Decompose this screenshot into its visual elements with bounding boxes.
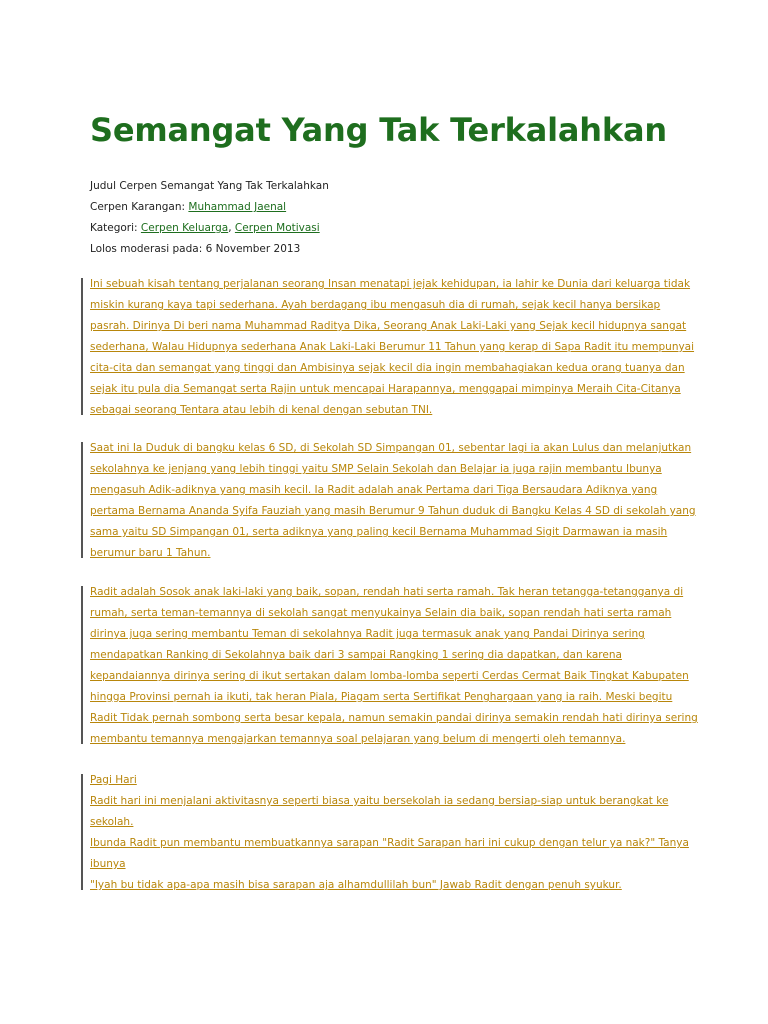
quote-paragraph-4 bbox=[90, 770, 689, 896]
paragraph-line: Saat ini Ia Duduk di bangku kelas 6 SD, di Sekolah SD Simpangan 01, sebentar lagi ia akan Lulus dan melanjutkan bbox=[90, 442, 692, 454]
paragraph-line: Ibunda Radit pun membantu membuatkannya sarapan "Radit Sarapan hari ini cukup dengan telur ya nak?" Tanya bbox=[90, 837, 689, 849]
paragraph-line: rumah, serta teman-temannya di sekolah sangat menyukainya Selain dia baik, sopan rendah hati serta ramah bbox=[90, 607, 672, 619]
paragraph-line: "Iyah bu tidak apa-apa masih bisa sarapan aja alhamdullilah bun" Jawab Radit dengan penuh syukur. bbox=[90, 879, 622, 891]
paragraph-line: sekolahnya ke jenjang yang lebih tinggi yaitu SMP Selain Sekolah dan Belajar ia juga rajin membantu Ibunya bbox=[90, 463, 662, 475]
paragraph-line: miskin kurang kaya tapi sederhana. Ayah berdagang ibu mengasuh dia di rumah, sejak kecil hanya bersikap bbox=[90, 299, 661, 311]
category-link-keluarga[interactable]: Cerpen Keluarga bbox=[140, 222, 229, 234]
quote-bar bbox=[81, 774, 83, 890]
paragraph-line: sederhana, Walau Hidupnya sederhana Anak Laki-Laki Berumur 11 Tahun yang kerap di Sapa Radit itu mempunyai bbox=[90, 341, 695, 353]
paragraph-line: Ini sebuah kisah tentang perjalanan seorang Insan menatapi jejak kehidupan, ia lahir ke Dunia dari keluarga tidak bbox=[90, 278, 691, 290]
paragraph-line: sebagai seorang Tentara atau lebih di kenal dengan sebutan TNI. bbox=[90, 404, 433, 416]
paragraph-line: sejak itu pula dia Semangat serta Rajin untuk mencapai Harapannya, menggapai mimpinya Meraih Cita-Citanya bbox=[90, 383, 681, 395]
paragraph-line: membantu temannya mengajarkan temannya soal pelajaran yang belum di mengerti oleh temannya. bbox=[90, 733, 626, 745]
quote-bar bbox=[81, 278, 83, 415]
paragraph-text[interactable] bbox=[90, 438, 696, 564]
paragraph-line: mengasuh Adik-adiknya yang masih kecil. Ia Radit adalah anak Pertama dari Tiga Bersaudara Adiknya yang bbox=[90, 484, 658, 496]
quote-paragraph-3 bbox=[90, 582, 698, 750]
quote-paragraph-1 bbox=[90, 274, 695, 421]
meta-kategori-separator: , bbox=[228, 222, 235, 234]
author-link[interactable]: Muhammad Jaenal bbox=[188, 201, 287, 213]
quote-paragraph-2 bbox=[90, 438, 696, 564]
paragraph-text[interactable] bbox=[90, 770, 689, 896]
paragraph-line: sama yaitu SD Simpangan 01, serta adiknya yang paling kecil Bernama Muhammad Sigit Darmawan ia masih bbox=[90, 526, 668, 538]
paragraph-line: Radit hari ini menjalani aktivitasnya seperti biasa yaitu bersekolah ia sedang bersiap-siap untuk berangkat ke bbox=[90, 795, 669, 807]
quote-bar bbox=[81, 442, 83, 558]
paragraph-line: ibunya bbox=[90, 858, 126, 870]
paragraph-line: Radit Tidak pernah sombong serta besar kepala, namun semakin pandai dirinya semakin rendah hati dirinya sering bbox=[90, 712, 698, 724]
paragraph-line: kepandaiannya dirinya sering di ikut sertakan dalam lomba-lomba seperti Cerdas Cermat Baik Tingkat Kabupaten bbox=[90, 670, 689, 682]
paragraph-line: Radit adalah Sosok anak laki-laki yang baik, sopan, rendah hati serta ramah. Tak heran tetangga-tetangganya di bbox=[90, 586, 684, 598]
meta-karangan bbox=[90, 197, 680, 218]
meta-kategori bbox=[90, 218, 680, 239]
paragraph-text[interactable] bbox=[90, 274, 695, 421]
paragraph-line: pertama Bernama Ananda Syifa Fauziah yang masih Berumur 9 Tahun duduk di Bangku Kelas 4 SD di sekolah yang bbox=[90, 505, 696, 517]
category-link-motivasi[interactable]: Cerpen Motivasi bbox=[234, 222, 320, 234]
quote-bar bbox=[81, 586, 83, 744]
paragraph-text[interactable] bbox=[90, 582, 698, 750]
paragraph-line: sekolah. bbox=[90, 816, 134, 828]
paragraph-line: mendapatkan Ranking di Sekolahnya baik dari 3 sampai Rangking 1 sering dia dapatkan, dan karena bbox=[90, 649, 622, 661]
article-meta bbox=[90, 176, 680, 260]
article bbox=[90, 108, 680, 260]
meta-kategori-label: Kategori: bbox=[90, 222, 141, 234]
meta-judul: Judul Cerpen Semangat Yang Tak Terkalahkan bbox=[90, 180, 329, 192]
paragraph-line: Pagi Hari bbox=[90, 774, 137, 786]
page-title: Semangat Yang Tak Terkalahkan bbox=[90, 111, 667, 149]
paragraph-line: pasrah. Dirinya Di beri nama Muhammad Raditya Dika, Seorang Anak Laki-Laki yang Sejak kecil hidupnya sangat bbox=[90, 320, 687, 332]
meta-lolos: Lolos moderasi pada: 6 November 2013 bbox=[90, 243, 301, 255]
paragraph-line: cita-cita dan semangat yang tinggi dan Ambisinya sejak kecil dia ingin membahagiakan kedua orang tuanya dan bbox=[90, 362, 685, 374]
meta-karangan-label: Cerpen Karangan: bbox=[90, 201, 189, 213]
paragraph-line: hingga Provinsi pernah ia ikuti, tak heran Piala, Piagam serta Sertifikat Penghargaan yang ia raih. Meski begitu bbox=[90, 691, 673, 703]
paragraph-line: berumur baru 1 Tahun. bbox=[90, 547, 211, 559]
paragraph-line: dirinya juga sering membantu Teman di sekolahnya Radit juga termasuk anak yang Pandai Dirinya sering bbox=[90, 628, 645, 640]
